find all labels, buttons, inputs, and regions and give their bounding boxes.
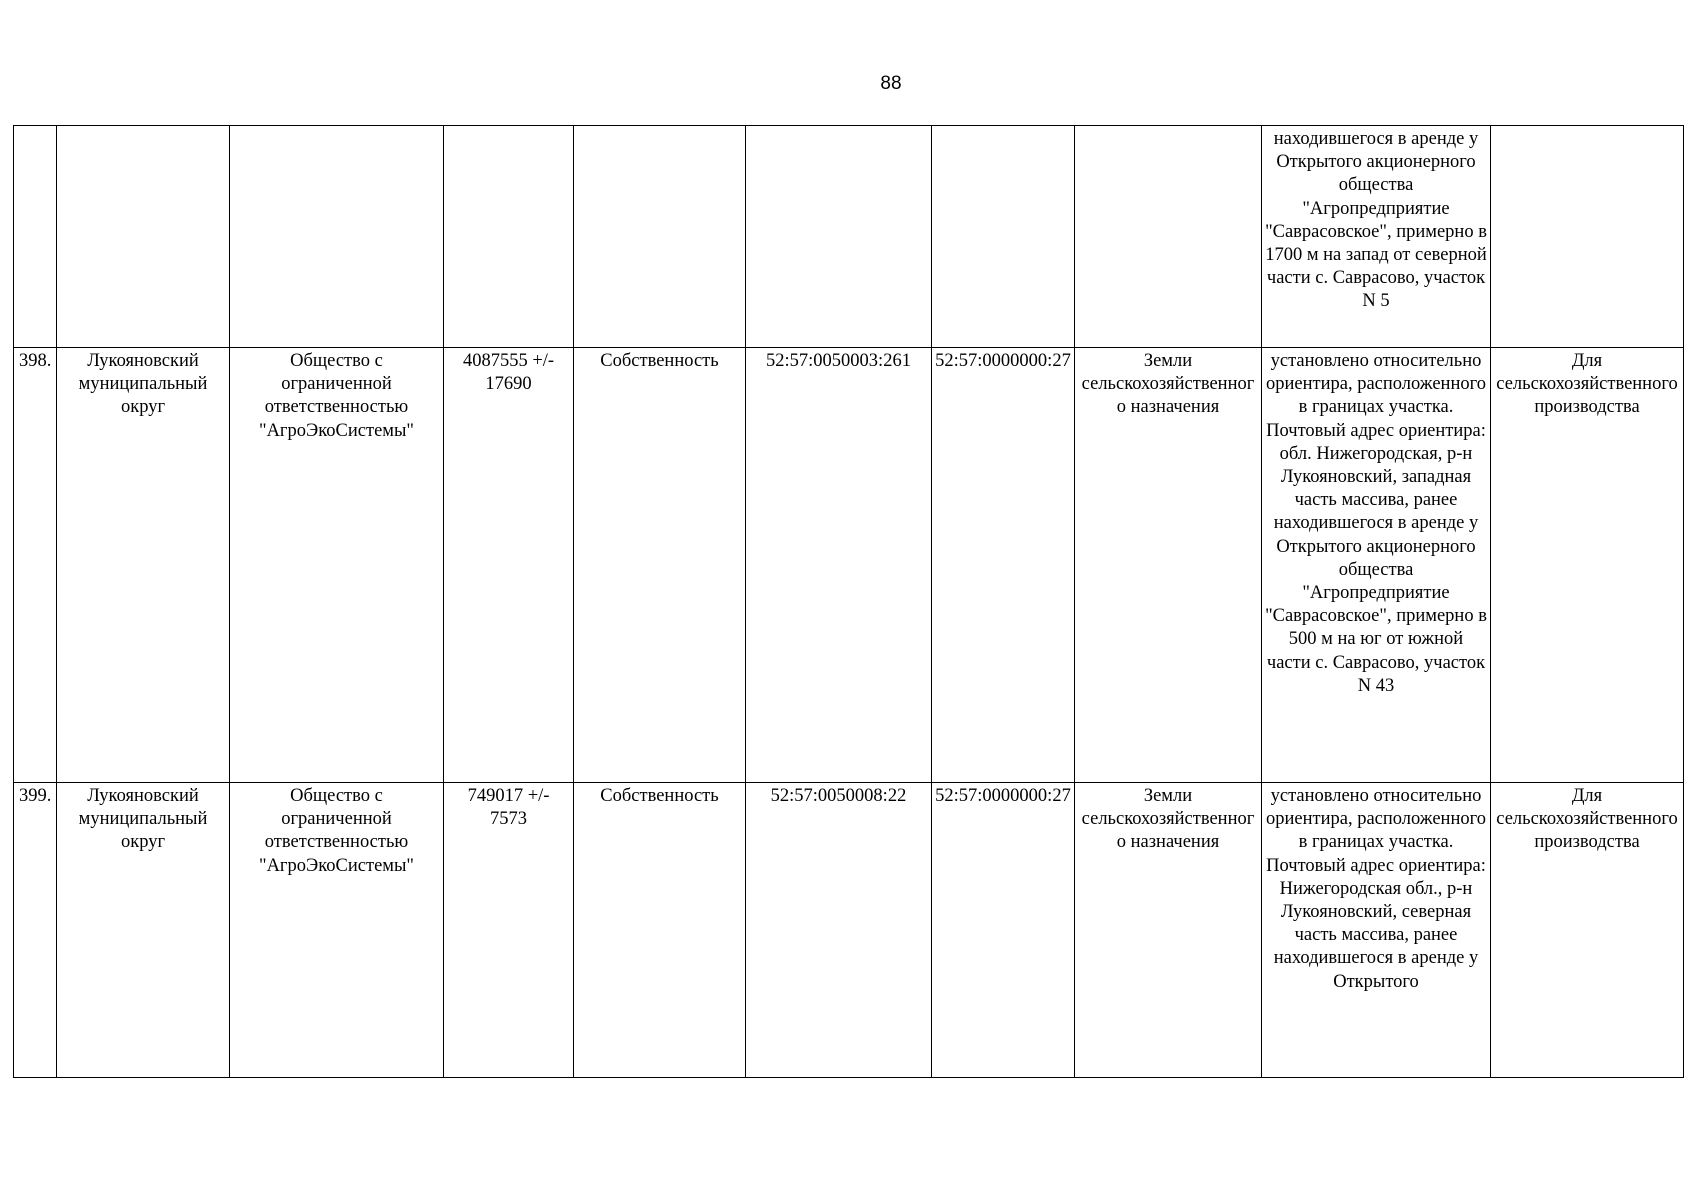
cell-owner (230, 126, 444, 348)
cell-location: находившегося в аренде у Открытого акционерного общества "Агропредприятие "Саврасовское", примерно в 1700 м на запад от северной части с. Саврасово, участок N 5 (1262, 126, 1491, 348)
cell-cadastral-number: 52:57:0050008:22 (746, 783, 932, 1078)
table-row (14, 783, 1684, 1078)
cell-category: Земли сельскохозяйственного назначения (1075, 348, 1262, 783)
cell-quarter-number: 52:57:0000000:27 (932, 348, 1075, 783)
cell-right-type (574, 126, 746, 348)
cell-area: 4087555 +/- 17690 (444, 348, 574, 783)
cell-district (57, 126, 230, 348)
cell-owner: Общество с ограниченной ответственностью "АгроЭкоСистемы" (230, 783, 444, 1078)
cell-category: Земли сельскохозяйственного назначения (1075, 783, 1262, 1078)
cell-category (1075, 126, 1262, 348)
table-row (14, 348, 1684, 783)
cell-number: 398. (14, 348, 57, 783)
cell-location: установлено относительно ориентира, расположенного в границах участка. Почтовый адрес ориентира: Нижегородская обл., р-н Лукояновский, северная часть массива, ранее находившегося в аренде у Открытого (1262, 783, 1491, 1078)
cell-cadastral-number: 52:57:0050003:261 (746, 348, 932, 783)
land-registry-table (13, 125, 1684, 1078)
cell-number (14, 126, 57, 348)
cell-use: Для сельскохозяйственного производства (1491, 348, 1684, 783)
page-number: 88 (880, 73, 902, 94)
cell-area: 749017 +/- 7573 (444, 783, 574, 1078)
cell-owner: Общество с ограниченной ответственностью "АгроЭкоСистемы" (230, 348, 444, 783)
cell-use (1491, 126, 1684, 348)
cell-cadastral-number (746, 126, 932, 348)
cell-right-type: Собственность (574, 783, 746, 1078)
cell-location: установлено относительно ориентира, расположенного в границах участка. Почтовый адрес ориентира: обл. Нижегородская, р-н Лукояновский, западная часть массива, ранее находившегося в аренде у Открытого акционерного общества "Агропредприятие "Саврасовское", примерно в 500 м на юг от южной части с. Саврасово, участок N 43 (1262, 348, 1491, 783)
table-row (14, 126, 1684, 348)
cell-quarter-number (932, 126, 1075, 348)
cell-area (444, 126, 574, 348)
cell-right-type: Собственность (574, 348, 746, 783)
cell-use: Для сельскохозяйственного производства (1491, 783, 1684, 1078)
cell-district: Лукояновский муниципальный округ (57, 348, 230, 783)
cell-district: Лукояновский муниципальный округ (57, 783, 230, 1078)
cell-number: 399. (14, 783, 57, 1078)
cell-quarter-number: 52:57:0000000:27 (932, 783, 1075, 1078)
